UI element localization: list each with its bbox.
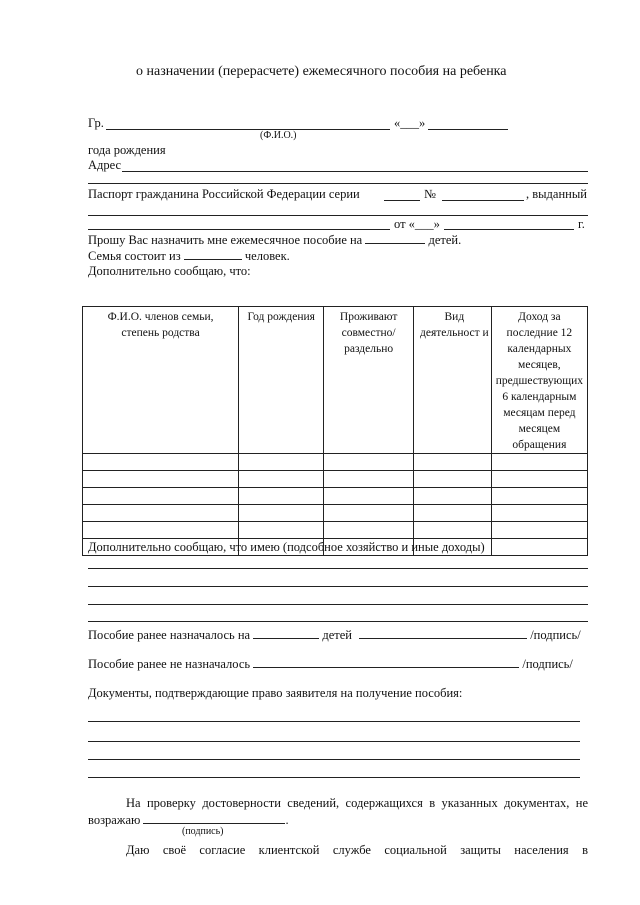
benefit-children-field[interactable]	[253, 627, 319, 639]
request-prefix: Прошу Вас назначить мне ежемесячное пособие на	[88, 233, 363, 247]
additional-info-line-3[interactable]	[88, 604, 588, 605]
verification-prefix: возражаю	[88, 813, 141, 827]
table-row	[83, 488, 588, 505]
family-size-prefix: Семья состоит из	[88, 249, 181, 263]
family-size-suffix: человек.	[244, 249, 290, 263]
passport-number-label: №	[424, 187, 436, 201]
column-header-income: Доход за последние 12 календарных месяцев, предшествующих 6 календарным месяцам перед месяцем обращения	[491, 307, 587, 454]
passport-label: Паспорт гражданина Российской Федерации серии	[88, 187, 360, 201]
benefit-not-assigned-label: Пособие ранее не назначалось	[88, 657, 251, 671]
additional-info-line-4[interactable]	[88, 621, 588, 622]
issued-date-field[interactable]	[444, 229, 574, 230]
issued-date-label: от «___»	[394, 217, 440, 231]
address-label: Адрес	[88, 158, 122, 172]
issued-by-field-2[interactable]	[88, 229, 390, 230]
family-table	[82, 306, 588, 556]
table-row	[83, 522, 588, 539]
benefit-children-label: детей	[322, 628, 352, 642]
additional-info-line-2[interactable]	[88, 586, 588, 587]
table-row	[83, 454, 588, 471]
benefit-assigned-prefix: Пособие ранее назначалось на	[88, 628, 251, 642]
consent-line-1: Даю своё согласие клиентской службе социальной защиты населения в	[126, 843, 588, 857]
issued-by-field[interactable]	[88, 215, 588, 216]
signature-label-2: /подпись/	[522, 657, 573, 671]
documents-line-3[interactable]	[88, 759, 580, 760]
benefit-signature-field-2[interactable]	[253, 656, 519, 668]
documents-line-2[interactable]	[88, 741, 580, 742]
request-suffix: детей.	[428, 233, 462, 247]
signature-caption: (подпись)	[182, 826, 224, 837]
column-header-activity: Вид деятельност и	[413, 307, 491, 454]
issued-label: , выданный	[526, 187, 587, 201]
year-suffix: г.	[578, 217, 585, 231]
benefit-signature-field-1[interactable]	[359, 627, 527, 639]
verification-signature-field[interactable]	[143, 812, 285, 824]
fio-caption: (Ф.И.О.)	[260, 130, 297, 141]
column-header-residence: Проживают совместно/ раздельно	[324, 307, 414, 454]
documents-label: Документы, подтверждающие право заявителя на получение пособия:	[88, 686, 463, 700]
column-header-birth-year: Год рождения	[239, 307, 324, 454]
request-line-3: Дополнительно сообщаю, что:	[88, 264, 251, 278]
additional-info-line-1[interactable]	[88, 568, 588, 569]
document-title: о назначении (перерасчете) ежемесячного пособия на ребенка	[136, 64, 507, 79]
documents-line-1[interactable]	[88, 721, 580, 722]
table-row	[83, 505, 588, 522]
address-field-1[interactable]	[122, 171, 588, 172]
request-line-2	[88, 248, 290, 264]
signature-label-1: /подпись/	[530, 628, 581, 642]
birth-date-quote: «___»	[394, 116, 426, 130]
birth-year-label: года рождения	[88, 143, 166, 157]
column-header-name: Ф.И.О. членов семьи, степень родства	[83, 307, 239, 454]
verification-line-1: На проверку достоверности сведений, содержащихся в указанных документах, не	[126, 796, 588, 810]
birth-date-field[interactable]	[428, 129, 508, 130]
benefit-assigned-line	[88, 627, 581, 643]
gr-label: Гр.	[88, 116, 104, 130]
family-size-field[interactable]	[184, 248, 242, 260]
address-field-2[interactable]	[88, 183, 588, 184]
table-row	[83, 471, 588, 488]
passport-number-field[interactable]	[442, 200, 524, 201]
verification-suffix: .	[285, 813, 289, 827]
benefit-not-assigned-line	[88, 656, 573, 672]
children-count-field[interactable]	[365, 232, 425, 244]
request-line-1	[88, 232, 461, 248]
passport-series-field[interactable]	[384, 200, 420, 201]
additional-info-label: Дополнительно сообщаю, что имею (подсобное хозяйство и иные доходы)	[88, 540, 485, 554]
fio-field[interactable]	[106, 129, 390, 130]
documents-line-4[interactable]	[88, 777, 580, 778]
